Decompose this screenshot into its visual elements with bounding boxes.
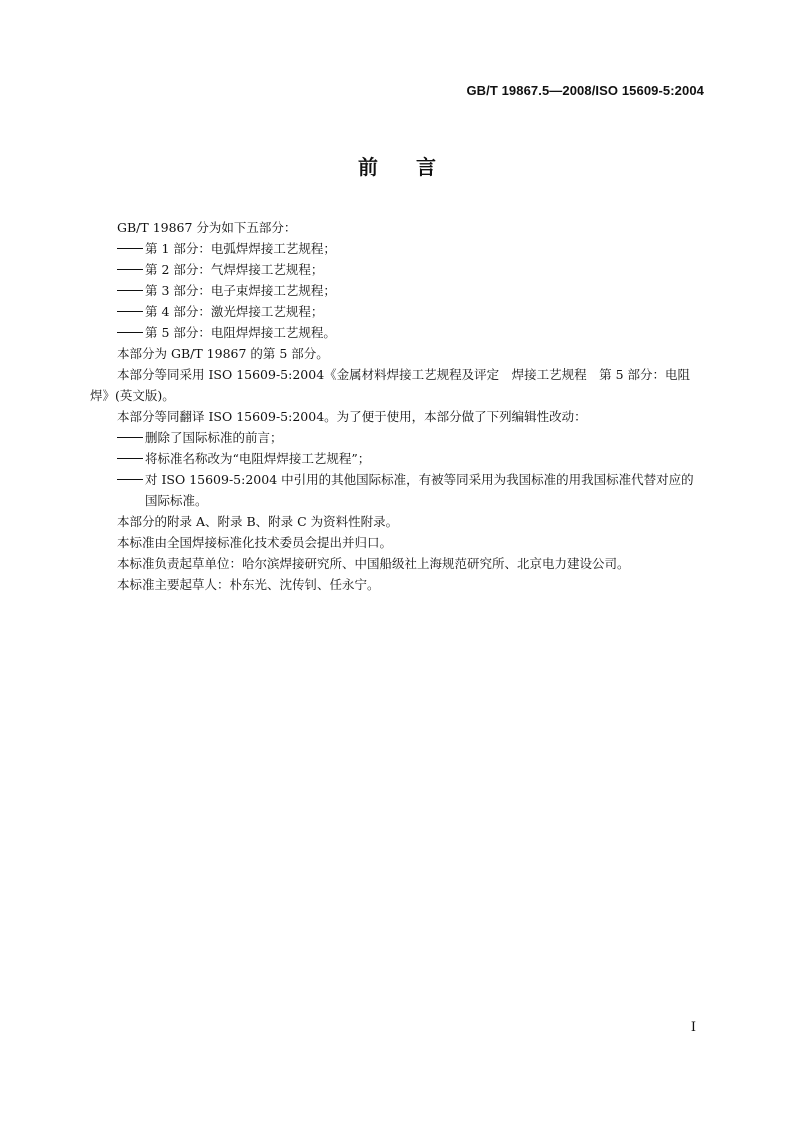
- list-item-text: 删除了国际标准的前言；: [145, 430, 283, 445]
- intro-paragraph: GB/T 19867 分为如下五部分：: [117, 220, 297, 235]
- dash-mark: [117, 448, 145, 469]
- dash-mark: [117, 427, 145, 448]
- dash-mark: [117, 322, 145, 343]
- standard-code: GB/T 19867.5—2008/ISO 15609-5:2004: [466, 83, 704, 98]
- drafters-paragraph: 本标准主要起草人：朴东光、沈传钊、任永宁。: [117, 577, 380, 592]
- dash-mark: [117, 301, 145, 322]
- proposer-paragraph: 本标准由全国焊接标准化技术委员会提出并归口。: [117, 535, 393, 550]
- list-item-part-2: [90, 259, 705, 280]
- list-item-text: 第 3 部分：电子束焊接工艺规程；: [145, 283, 336, 298]
- dash-mark: [117, 238, 145, 259]
- list-item-part-1: [90, 238, 705, 259]
- list-item-text: 对 ISO 15609-5:2004 中引用的其他国际标准，有被等同采用为我国标准的用我国标准代替对应的国际标准。: [145, 472, 694, 508]
- dash-mark: [117, 469, 145, 490]
- list-item-part-5: [90, 322, 705, 343]
- list-item-text: 第 4 部分：激光焊接工艺规程；: [145, 304, 324, 319]
- list-item-text: 第 5 部分：电阻焊焊接工艺规程。: [145, 325, 336, 340]
- list-item-change-1: [90, 427, 705, 448]
- page-number: I: [690, 1020, 696, 1035]
- this-part-paragraph: 本部分为 GB/T 19867 的第 5 部分。: [117, 346, 329, 361]
- dash-mark: [117, 259, 145, 280]
- annexes-paragraph: 本部分的附录 A、附录 B、附录 C 为资料性附录。: [117, 514, 399, 529]
- list-item-text: 将标准名称改为“电阻焊焊接工艺规程”；: [145, 451, 371, 466]
- list-item-change-2: [90, 448, 705, 469]
- list-item-part-4: [90, 301, 705, 322]
- translation-paragraph: 本部分等同翻译 ISO 15609-5:2004。为了便于使用，本部分做了下列编辑性改动：: [117, 409, 587, 424]
- list-item-part-3: [90, 280, 705, 301]
- page-title: 前言: [358, 155, 474, 179]
- list-item-change-3: [90, 469, 705, 511]
- list-item-text: 第 2 部分：气焊焊接工艺规程；: [145, 262, 324, 277]
- dash-mark: [117, 280, 145, 301]
- adoption-paragraph: 本部分等同采用 ISO 15609-5:2004《金属材料焊接工艺规程及评定 焊接工艺规程 第 5 部分：电阻焊》(英文版)。: [90, 367, 691, 403]
- drafting-units-paragraph: 本标准负责起草单位：哈尔滨焊接研究所、中国船级社上海规范研究所、北京电力建设公司。: [117, 556, 630, 571]
- list-item-text: 第 1 部分：电弧焊焊接工艺规程；: [145, 241, 336, 256]
- foreword-body: [90, 217, 705, 595]
